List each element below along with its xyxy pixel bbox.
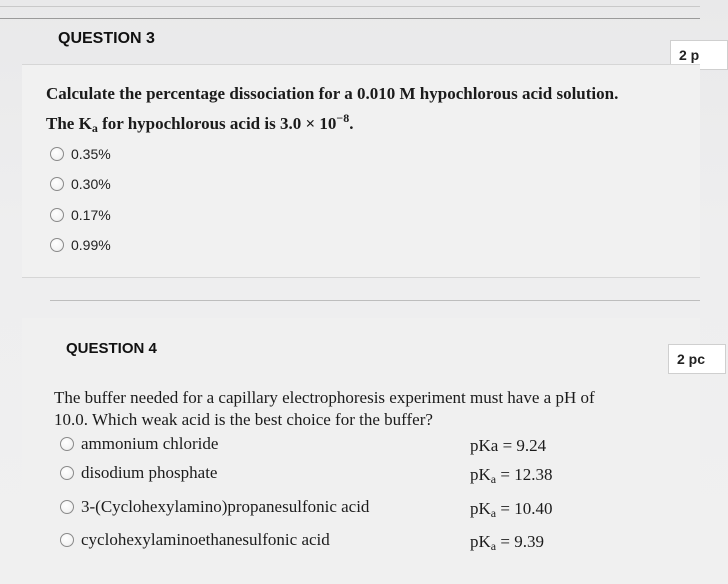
question-3-points: 2 p (670, 40, 728, 70)
top-divider-light (0, 6, 700, 7)
choice-label: cyclohexylaminoethanesulfonic acid (81, 530, 330, 549)
question-4-points: 2 pc (668, 344, 726, 374)
radio-button[interactable] (60, 533, 74, 547)
choice-label: 0.30% (71, 176, 111, 192)
radio-button[interactable] (60, 466, 74, 480)
question-4-prompt-line1: The buffer needed for a capillary electrophoresis experiment must have a pH of (54, 388, 595, 407)
choice-label: disodium phosphate (81, 463, 218, 482)
radio-button[interactable] (60, 500, 74, 514)
radio-button[interactable] (50, 208, 64, 222)
pka-value: pKa = 9.24 (470, 436, 547, 455)
question-3-choice[interactable] (50, 237, 111, 253)
radio-button[interactable] (50, 177, 64, 191)
radio-button[interactable] (60, 437, 74, 451)
question-4-prompt-line2: 10.0. Which weak acid is the best choice for the buffer? (54, 410, 433, 429)
pka-value: $pK_a = 12.38$ (470, 465, 553, 486)
question-3-choice[interactable] (50, 176, 111, 192)
section-divider (50, 300, 700, 301)
choice-label: 3-(Cyclohexylamino)propanesulfonic acid (81, 497, 370, 516)
question-4-header: QUESTION 4 (66, 340, 157, 357)
choice-label: ammonium chloride (81, 434, 219, 453)
pka-value: $pK_a = 10.40$ (470, 499, 553, 520)
radio-button[interactable] (50, 238, 64, 252)
radio-button[interactable] (50, 147, 64, 161)
choice-label: 0.99% (71, 237, 111, 253)
question-4-choice[interactable] (60, 463, 217, 483)
choice-label: 0.35% (71, 146, 111, 162)
top-divider (0, 18, 700, 19)
pka-value: $pK_a = 9.39$ (470, 532, 544, 553)
question-3-choice[interactable] (50, 207, 111, 223)
question-3-header: QUESTION 3 (58, 30, 155, 47)
question-4-choice[interactable] (60, 497, 369, 517)
question-3-prompt-line2: The $K_a$ for hypochlorous acid is $3.0 \times 10^{-8}$. (46, 111, 354, 135)
question-4-choice[interactable] (60, 434, 218, 454)
question-4-choice[interactable] (60, 530, 330, 550)
question-3-choice[interactable] (50, 146, 111, 162)
choice-label: 0.17% (71, 207, 111, 223)
question-3-prompt-line1: Calculate the percentage dissociation for a 0.010 M hypochlorous acid solution. (46, 84, 619, 103)
